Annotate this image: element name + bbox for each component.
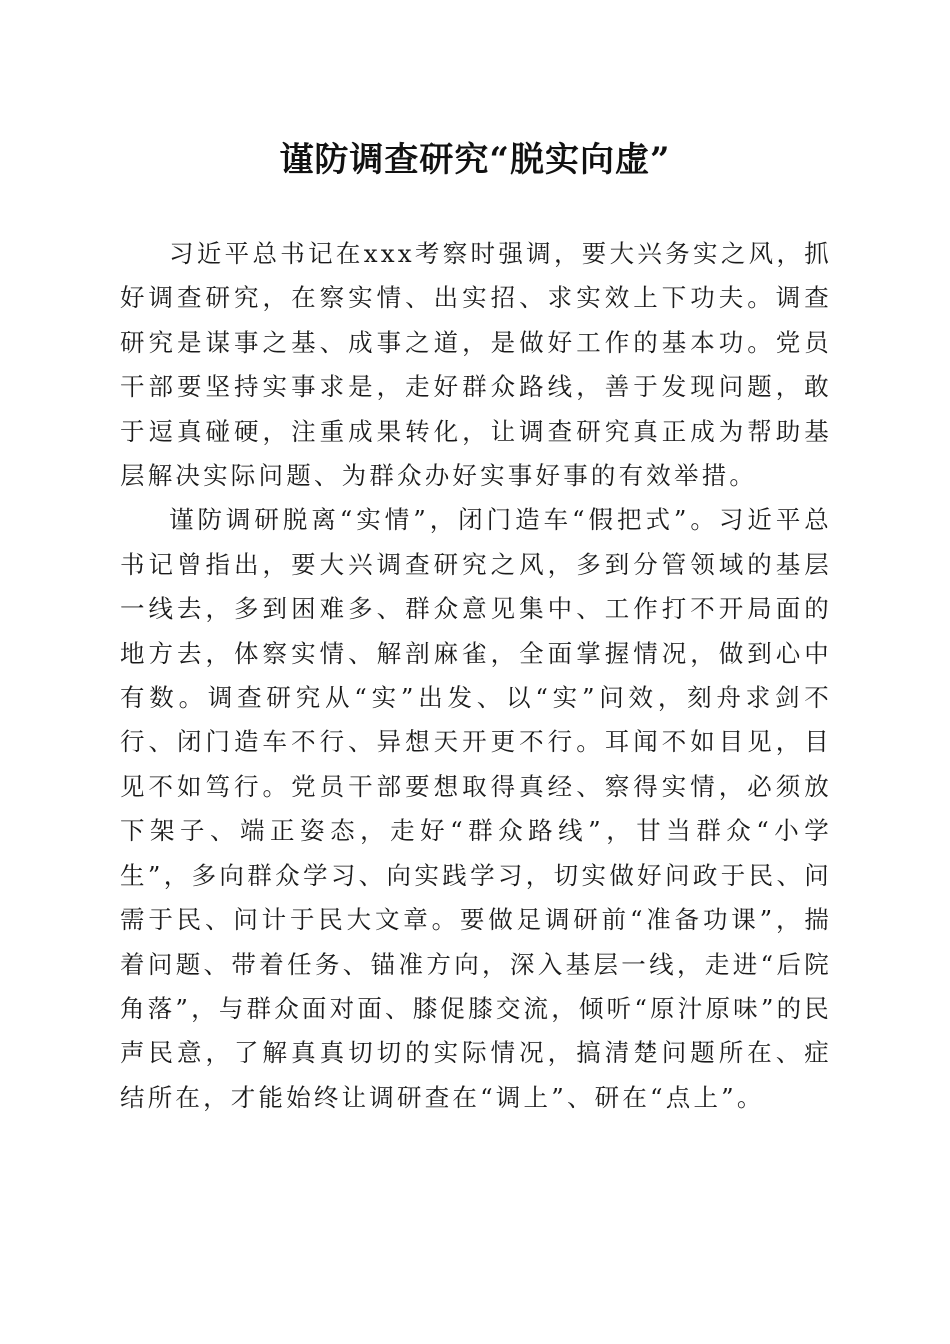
- paragraph-1: 习近平总书记在xxx考察时强调，要大兴务实之风，抓好调查研究，在察实情、出实招、求实效上下功夫。调查研究是谋事之基、成事之道，是做好工作的基本功。党员干部要坚持实事求是，走好群众路线，善于发现问题，敢于逗真碰硬，注重成果转化，让调查研究真正成为帮助基层解决实际问题、为群众办好实事好事的有效举措。: [120, 239, 832, 491]
- document-body: [120, 232, 832, 1120]
- paragraph-2: 谨防调研脱离“实情”，闭门造车“假把式”。习近平总书记曾指出，要大兴调查研究之风，多到分管领域的基层一线去，多到困难多、群众意见集中、工作打不开局面的地方去，体察实情、解剖麻雀，全面掌握情况，做到心中有数。调查研究从“实”出发、以“实”问效，刻舟求剑不行、闭门造车不行、异想天开更不行。耳闻不如目见，目见不如笃行。党员干部要想取得真经、察得实情，必须放下架子、端正姿态，走好“群众路线”，甘当群众“小学生”，多向群众学习、向实践学习，切实做好问政于民、问需于民、问计于民大文章。要做足调研前“准备功课”，揣着问题、带着任务、锚准方向，深入基层一线，走进“后院角落”，与群众面对面、膝促膝交流，倾听“原汁原味”的民声民意，了解真真切切的实际情况，搞清楚问题所在、症结所在，才能始终让调研查在“调上”、研在“点上”。: [120, 505, 832, 1112]
- document-title: 谨防调查研究“脱实向虚”: [279, 140, 671, 180]
